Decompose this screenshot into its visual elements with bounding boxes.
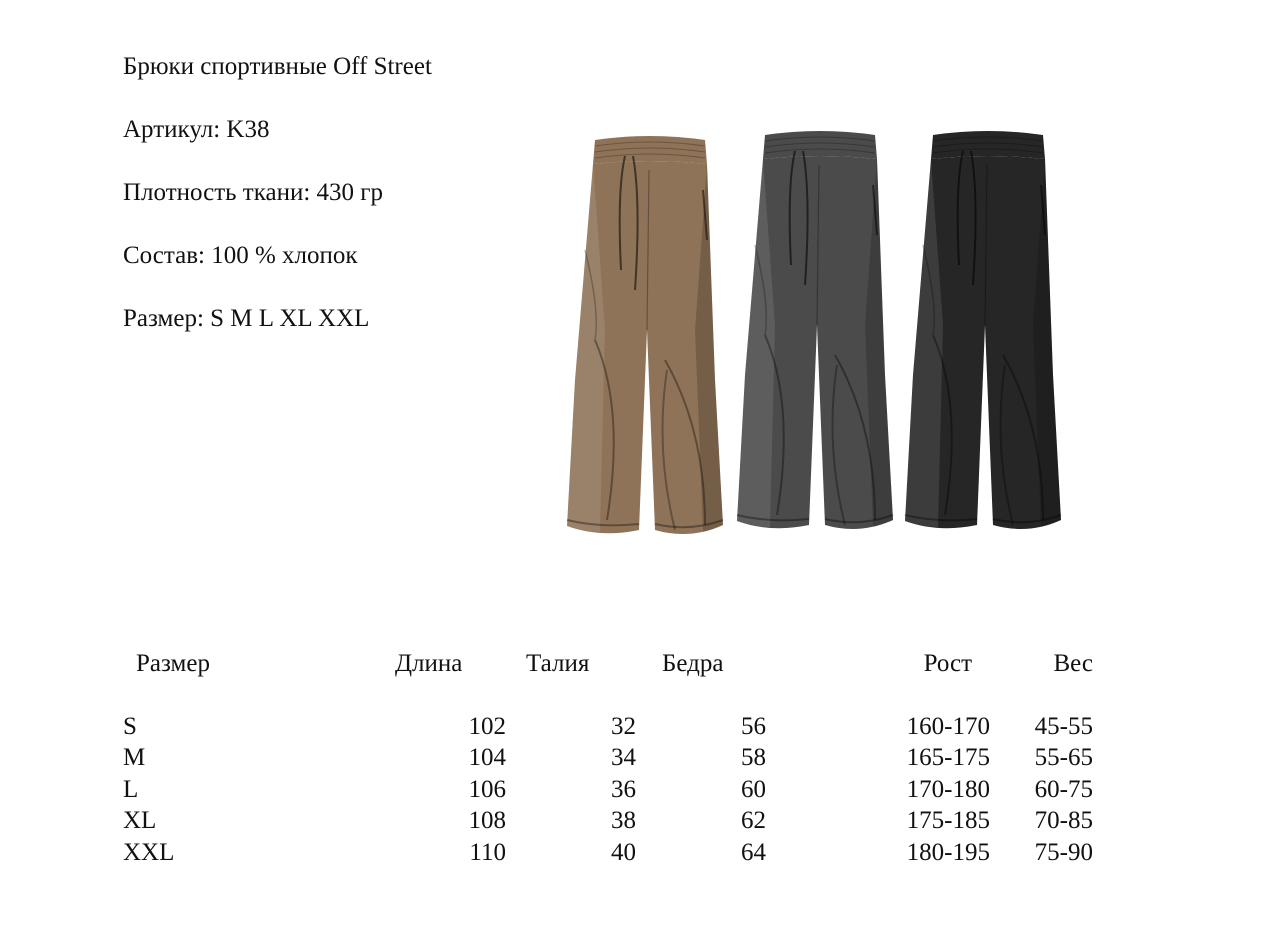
cell-height: 180-195 [906,839,990,866]
header-weight: Вес [1053,650,1093,677]
product-title: Брюки спортивные Off Street [123,53,432,80]
header-hips: Бедра [662,650,724,677]
cell-size: S [123,713,137,740]
pants-black [905,131,1061,529]
cell-length: 106 [468,776,506,803]
cell-size: XXL [123,839,175,866]
cell-height: 175-185 [906,807,990,834]
cell-length: 108 [468,807,506,834]
cell-hips: 64 [741,839,766,866]
cell-hips: 62 [741,807,766,834]
header-height: Рост [923,650,972,677]
cell-weight: 60-75 [1034,776,1093,803]
cell-waist: 36 [611,776,636,803]
cell-hips: 56 [741,713,766,740]
cell-weight: 55-65 [1034,744,1093,771]
available-sizes: Размер: S M L XL XXL [123,305,370,332]
cell-waist: 34 [611,744,636,771]
header-waist: Талия [526,650,590,677]
cell-waist: 38 [611,807,636,834]
product-photo [555,120,1075,550]
pants-grey [737,131,893,529]
cell-length: 104 [468,744,506,771]
pants-brown [567,136,723,534]
cell-size: M [123,744,146,771]
header-length: Длина [395,650,463,677]
cell-waist: 40 [611,839,636,866]
fabric-density: Плотность ткани: 430 гр [123,179,384,206]
cell-height: 160-170 [906,713,990,740]
cell-hips: 58 [741,744,766,771]
cell-size: L [123,776,139,803]
cell-length: 102 [468,713,506,740]
cell-height: 165-175 [906,744,990,771]
cell-weight: 70-85 [1034,807,1093,834]
cell-height: 170-180 [906,776,990,803]
cell-weight: 75-90 [1034,839,1093,866]
product-article: Артикул: K38 [123,116,270,143]
header-size: Размер [136,650,210,677]
cell-size: XL [123,807,157,834]
cell-waist: 32 [611,713,636,740]
cell-length: 110 [469,839,506,866]
fabric-composition: Состав: 100 % хлопок [123,242,358,269]
cell-hips: 60 [741,776,766,803]
cell-weight: 45-55 [1034,713,1093,740]
